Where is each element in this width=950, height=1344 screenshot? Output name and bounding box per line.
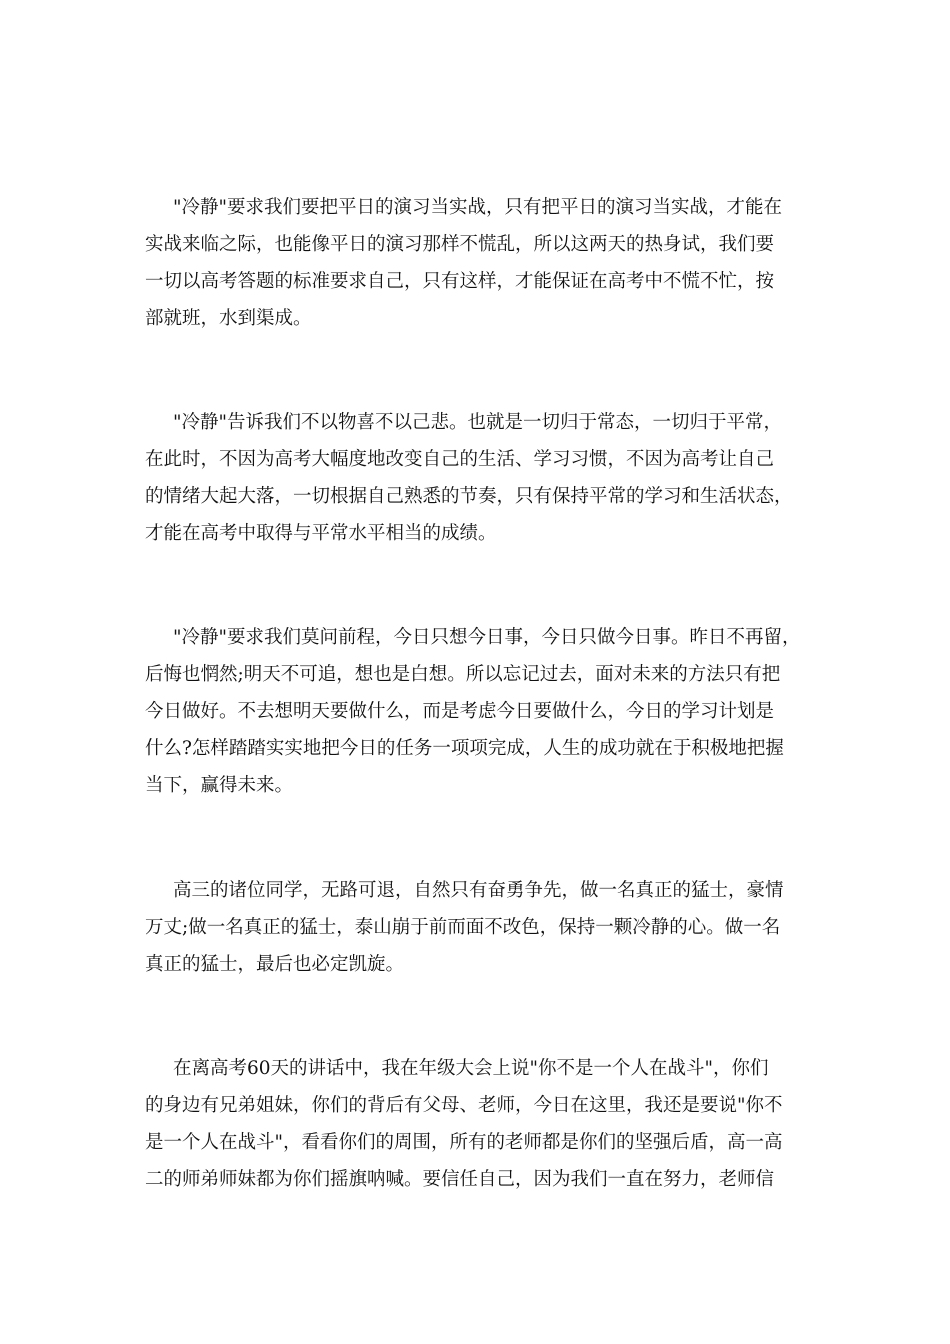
paragraph-5	[145, 1050, 815, 1198]
text-line: 的情绪大起大落，一切根据自己熟悉的节奏，只有保持平常的学习和生活状态，	[145, 486, 793, 507]
text-line: 什么?怎样踏踏实实地把今日的任务一项项完成，人生的成功就在于积极地把握	[145, 738, 784, 759]
paragraph-1	[145, 189, 815, 337]
text-line: "冷静"要求我们莫问前程，今日只想今日事，今日只做今日事。昨日不再留，	[173, 627, 801, 648]
text-line: 才能在高考中取得与平常水平相当的成绩。	[145, 523, 497, 544]
text-line: 真正的猛士，最后也必定凯旋。	[145, 954, 405, 975]
text-line: 后悔也惘然;明天不可追，想也是白想。所以忘记过去，面对未来的方法只有把	[145, 664, 781, 685]
text-line: 在离高考60天的讲话中，我在年级大会上说"你不是一个人在战斗"，你们	[173, 1058, 769, 1079]
text-line: "冷静"告诉我们不以物喜不以己悲。也就是一切归于常态，一切归于平常，	[173, 412, 783, 433]
paragraph-2	[145, 404, 815, 552]
text-line: "冷静"要求我们要把平日的演习当实战，只有把平日的演习当实战，才能在	[173, 197, 783, 218]
text-line: 一切以高考答题的标准要求自己，只有这样，才能保证在高考中不慌不忙，按	[145, 271, 775, 292]
text-line: 的身边有兄弟姐妹，你们的背后有父母、老师，今日在这里，我还是要说"你不	[145, 1095, 783, 1116]
text-line: 部就班，水到渠成。	[145, 308, 312, 329]
text-line: 在此时，不因为高考大幅度地改变自己的生活、学习习惯，不因为高考让自己	[145, 449, 775, 470]
paragraph-3	[145, 619, 815, 804]
text-line: 实战来临之际，也能像平日的演习那样不慌乱，所以这两天的热身试，我们要	[145, 234, 775, 255]
text-line: 当下，赢得未来。	[145, 775, 294, 796]
text-line: 今日做好。不去想明天要做什么，而是考虑今日要做什么，今日的学习计划是	[145, 701, 775, 722]
text-line: 是一个人在战斗"，看看你们的周围，所有的老师都是你们的坚强后盾，高一高	[145, 1132, 783, 1153]
text-line: 二的师弟师妹都为你们摇旗呐喊。要信任自己，因为我们一直在努力，老师信	[145, 1169, 775, 1190]
paragraph-4	[145, 872, 815, 983]
text-line: 万丈;做一名真正的猛士，泰山崩于前而面不改色，保持一颗冷静的心。做一名	[145, 917, 781, 938]
text-line: 高三的诸位同学，无路可退，自然只有奋勇争先，做一名真正的猛士，豪情	[173, 880, 784, 901]
